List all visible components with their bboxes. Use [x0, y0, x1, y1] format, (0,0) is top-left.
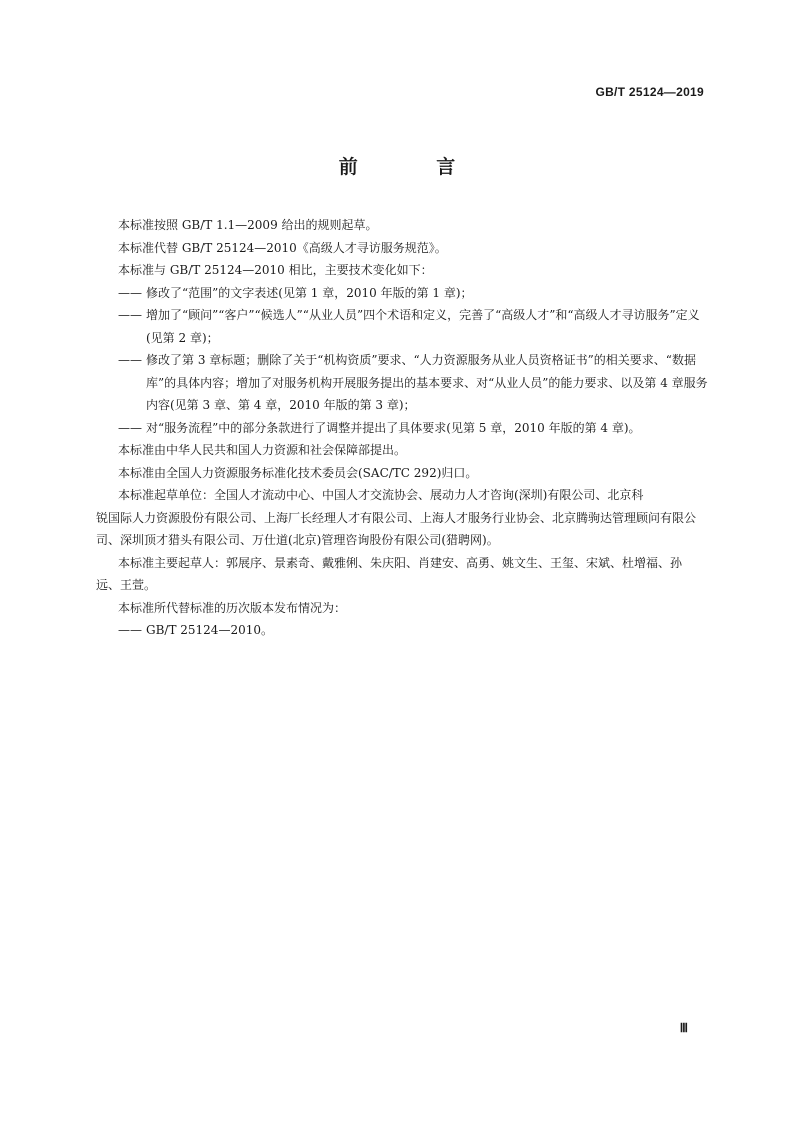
dash-mark: —— [118, 353, 142, 367]
dash-mark: —— [118, 285, 142, 300]
standard-number: GB/T 25124—2019 [595, 85, 704, 99]
change-item [118, 417, 708, 440]
page-number: Ⅲ [679, 1021, 688, 1035]
paragraph: 本标准主要起草人：郭展序、景素奇、戴雅俐、朱庆阳、肖建安、高勇、姚文生、王玺、宋斌、杜增福、孙 [118, 555, 683, 570]
paragraph: 本标准代替 GB/T 25124—2010《高级人才寻访服务规范》。 [118, 240, 447, 255]
dash-mark: —— [118, 623, 142, 637]
paragraph: 本标准所代替标准的历次版本发布情况为： [118, 600, 347, 615]
page-title: 前 言 [338, 156, 492, 178]
document-body [96, 214, 708, 642]
dash-mark: —— [118, 420, 142, 435]
change-item-text: 修改了第 3 章标题；删除了关于“机构资质”要求、“人力资源服务从业人员资格证书”的相关要求、“数据库”的具体内容；增加了对服务机构开展服务提出的基本要求、对“从业人员”的能力要求、以及第 4 章服务内容(见第 3 章、第 4 章，2010 年版的第 3 章)； [146, 353, 708, 412]
history-item-text: GB/T 25124—2010。 [146, 623, 273, 637]
change-item [118, 304, 708, 349]
paragraph: 本标准起草单位：全国人才流动中心、中国人才交流协会、展动力人才咨询(深圳)有限公司、北京科 [118, 488, 644, 502]
paragraph: 本标准由全国人力资源服务标准化技术委员会(SAC/TC 292)归口。 [118, 465, 478, 480]
change-item [118, 349, 708, 417]
change-item [118, 282, 708, 305]
dash-mark: —— [118, 308, 142, 322]
history-item [118, 619, 708, 642]
paragraph-continuation: 远、王萱。 [96, 578, 157, 592]
paragraph: 本标准按照 GB/T 1.1—2009 给出的规则起草。 [118, 218, 378, 232]
paragraph-continuation: 锐国际人力资源股份有限公司、上海厂长经理人才有限公司、上海人才服务行业协会、北京腾驹达管理顾问有限公司、深圳顶才猎头有限公司、万仕道(北京)管理咨询股份有限公司(猎聘网)。 [96, 510, 697, 547]
paragraph: 本标准由中华人民共和国人力资源和社会保障部提出。 [118, 443, 407, 457]
change-item-text: 修改了“范围”的文字表述(见第 1 章，2010 年版的第 1 章)； [146, 285, 473, 300]
paragraph: 本标准与 GB/T 25124—2010 相比，主要技术变化如下： [118, 263, 433, 277]
change-item-text: 对“服务流程”中的部分条款进行了调整并提出了具体要求(见第 5 章，2010 年版的第 4 章)。 [146, 420, 641, 435]
change-item-text: 增加了“顾问”“客户”“候选人”“从业人员”四个术语和定义，完善了“高级人才”和“高级人才寻访服务”定义(见第 2 章)； [146, 308, 700, 345]
